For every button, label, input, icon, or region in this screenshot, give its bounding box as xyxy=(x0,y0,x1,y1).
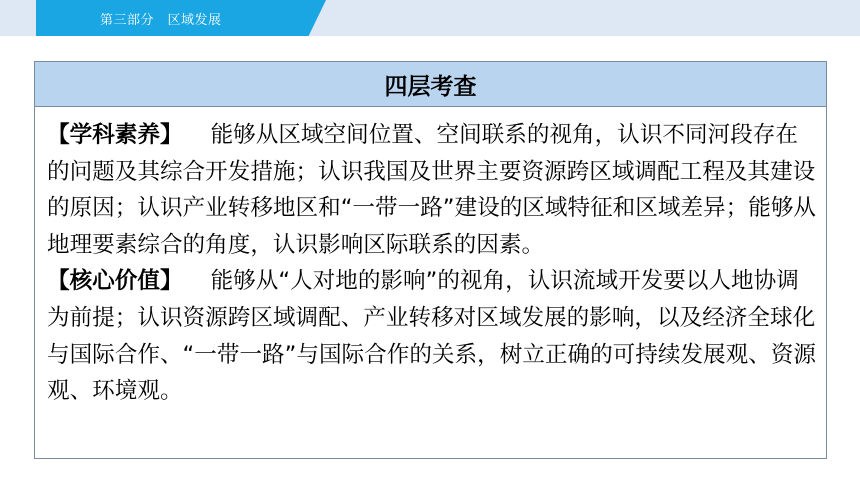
paragraph-subject-literacy xyxy=(47,117,818,263)
paragraph-label: 【核心价值】 xyxy=(47,268,183,295)
paragraph-text: 能够从“人对地的影响”的视角，认识流域开发要以人地协调为前提；认识资源跨区域调配、产业转移对区域发展的影响，以及经济全球化与国际合作、“一带一路”与国际合作的关系，树立正确的可持续发展观、资源观、环境观。 xyxy=(47,268,817,405)
content-card xyxy=(34,61,827,459)
card-header xyxy=(35,62,826,107)
section-label: 第三部分 区域发展 xyxy=(100,13,222,28)
paragraph-text: 能够从区域空间位置、空间联系的视角，认识不同河段存在的问题及其综合开发措施；认识我国及世界主要资源跨区域调配工程及其建设的原因；认识产业转移地区和“一带一路”建设的区域特征和区域差异；能够从地理要素综合的角度，认识影响区际联系的因素。 xyxy=(47,122,817,258)
card-body xyxy=(35,107,826,410)
paragraph-core-value xyxy=(47,263,818,409)
card-title: 四层考查 xyxy=(384,73,477,100)
paragraph-label: 【学科素养】 xyxy=(47,122,183,148)
